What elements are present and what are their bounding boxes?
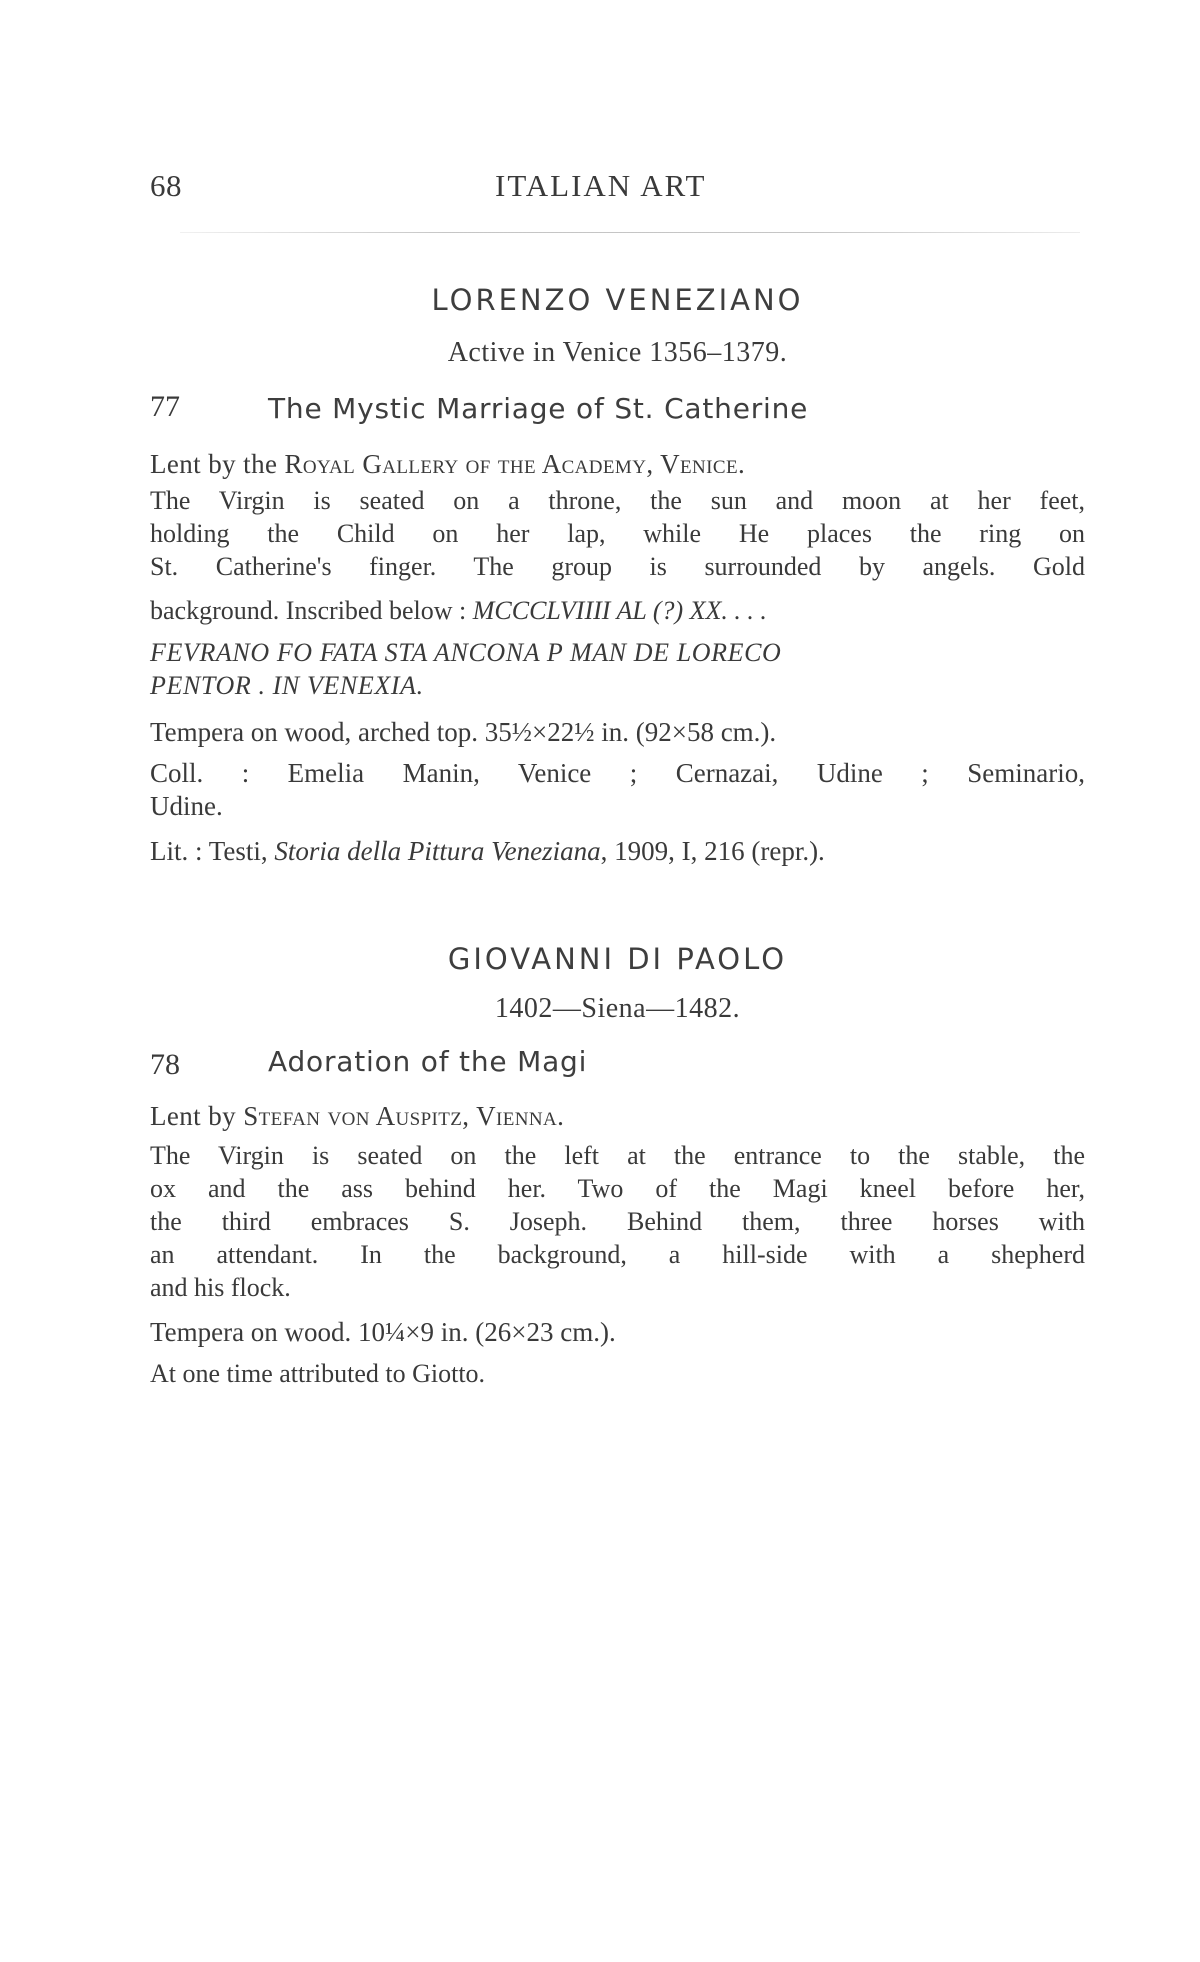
attribution-note: At one time attributed to Giotto. (150, 1359, 486, 1388)
literature-line (150, 835, 1085, 867)
literature-prefix: Lit. : Testi, (150, 836, 275, 866)
collection-line: Coll. : Emelia Manin, Venice ; Cernazai, Udine ; Seminario, (150, 758, 1085, 788)
artist-dates: Active in Venice 1356–1379. (447, 337, 788, 368)
entry-number: 78 (150, 1048, 180, 1081)
description-line: an attendant. In the background, a hill-side with a shepherd (150, 1240, 1085, 1269)
description-line: St. Catherine's finger. The group is surrounded by angels. Gold (150, 552, 1085, 581)
description-line: the third embraces S. Joseph. Behind them, three horses with (150, 1207, 1085, 1236)
lender-line (150, 1100, 1085, 1132)
medium-dimensions: Tempera on wood, arched top. 35½×22½ in. (92×58 cm.). (150, 717, 777, 747)
literature-suffix: , 1909, I, 216 (repr.). (600, 836, 825, 866)
lender-prefix: Lent by (150, 1101, 244, 1131)
medium-dimensions: Tempera on wood. 10¼×9 in. (26×23 cm.). (150, 1317, 616, 1347)
lender-name: Stefan von Auspitz, Vienna. (243, 1101, 565, 1131)
entry-title: The Mystic Marriage of St. Catherine (268, 392, 809, 425)
entry-number: 77 (150, 390, 180, 423)
running-title: ITALIAN ART (495, 168, 707, 203)
inscription-line: PENTOR . IN VENEXIA. (150, 671, 424, 700)
inscription-line: FEVRANO FO FATA STA ANCONA P MAN DE LORECO (150, 638, 782, 667)
lender-line (150, 448, 1085, 480)
description-line: ox and the ass behind her. Two of the Magi kneel before her, (150, 1174, 1085, 1203)
description-line: holding the Child on her lap, while He places the ring on (150, 519, 1085, 548)
lender-prefix: Lent by the (150, 449, 285, 479)
inscription-text: MCCCLVIIII AL (?) XX. . . . (472, 596, 767, 625)
artist-name: GIOVANNI DI PAOLO (447, 942, 788, 976)
lender-name: Royal Gallery of the Academy, Venice. (284, 449, 746, 479)
artist-name: LORENZO VENEZIANO (431, 283, 804, 317)
description-line: and his flock. (150, 1273, 291, 1302)
description-line: The Virgin is seated on a throne, the sun and moon at her feet, (150, 486, 1085, 515)
inscription-prefix: background. Inscribed below : (150, 596, 473, 625)
page-number: 68 (150, 168, 182, 203)
artist-dates: 1402—Siena—1482. (494, 993, 741, 1024)
inscription-line (150, 595, 1085, 627)
page-header (150, 168, 1085, 218)
literature-title: Storia della Pittura Veneziana (274, 836, 601, 866)
header-rule (180, 232, 1080, 233)
collection-line: Udine. (150, 791, 223, 821)
description-line: The Virgin is seated on the left at the entrance to the stable, the (150, 1141, 1085, 1170)
entry-title: Adoration of the Magi (268, 1045, 588, 1078)
